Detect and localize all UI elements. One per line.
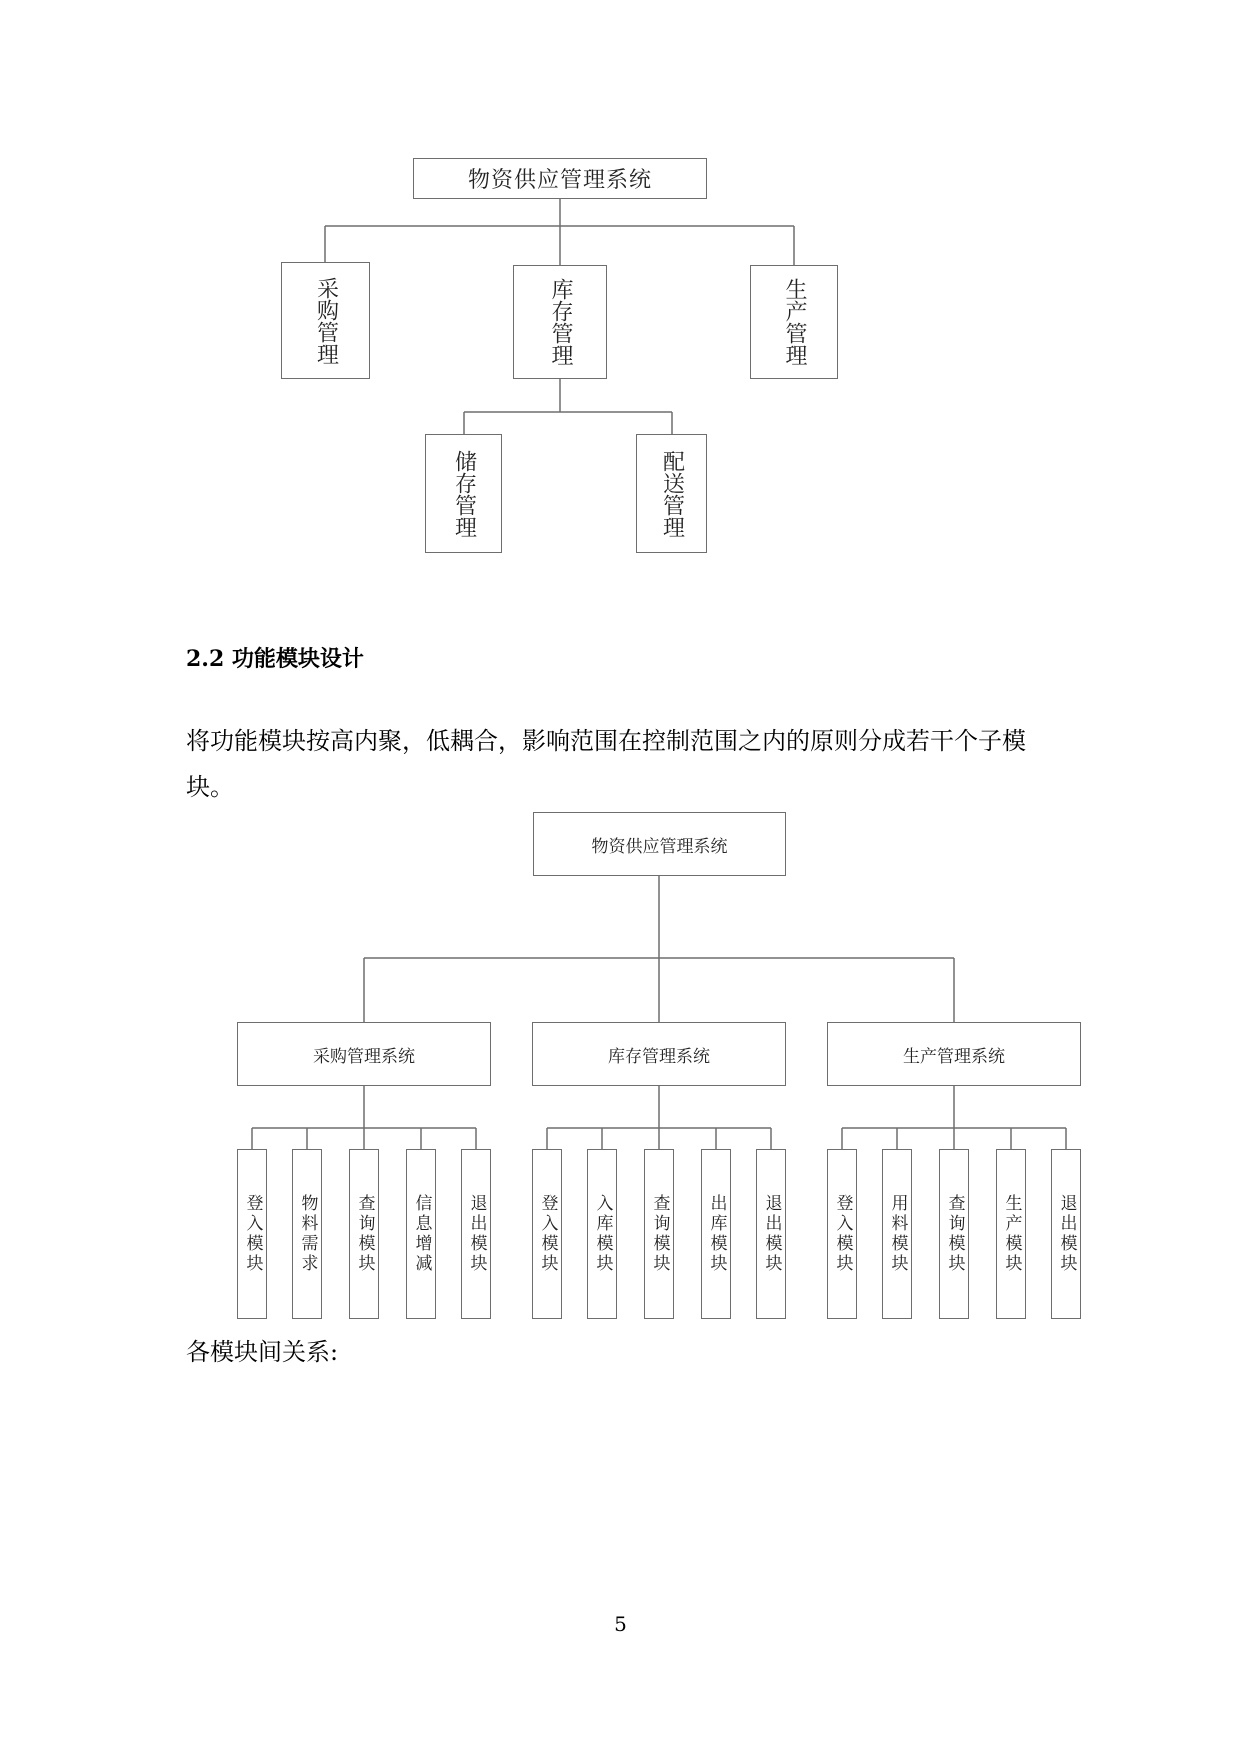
diagram2-module-label: 退出模块 (466, 1194, 487, 1274)
diagram2-group-label: 库存管理系统 (608, 1046, 710, 1067)
diagram2-module (756, 1149, 786, 1319)
diagram2-module (996, 1149, 1026, 1319)
diagram1-node-inventory (513, 265, 607, 379)
diagram2-root-box (533, 812, 786, 876)
diagram2-group-inventory (532, 1022, 786, 1086)
diagram2-module (461, 1149, 491, 1319)
section-heading: 2.2 功能模块设计 (186, 646, 364, 672)
diagram2-module (701, 1149, 731, 1319)
diagram2-module-label: 信息增减 (411, 1194, 432, 1274)
diagram1-root-box (413, 158, 707, 199)
diagram2-module (532, 1149, 562, 1319)
diagram1-node-delivery (636, 434, 707, 553)
diagram2-module-label: 物料需求 (297, 1194, 318, 1274)
diagram2-module-label: 生产模块 (1001, 1194, 1022, 1274)
diagram2-module-label: 登入模块 (537, 1194, 558, 1274)
diagram2-module-label: 出库模块 (706, 1194, 727, 1274)
diagram2-module (406, 1149, 436, 1319)
diagram2-module (827, 1149, 857, 1319)
diagram2-module (882, 1149, 912, 1319)
diagram2-module-label: 用料模块 (887, 1194, 908, 1274)
diagram2-module (587, 1149, 617, 1319)
body-paragraph: 将功能模块按高内聚，低耦合，影响范围在控制范围之内的原则分成若干个子模块。 (186, 727, 1026, 801)
diagram2-module-label: 退出模块 (761, 1194, 782, 1274)
diagram1-node-purchase (281, 262, 370, 379)
diagram2-module (644, 1149, 674, 1319)
diagram2-module (237, 1149, 267, 1319)
diagram2-root-label: 物资供应管理系统 (591, 836, 728, 857)
diagram1-node-production (750, 265, 838, 379)
diagram2-group-purchase (237, 1022, 491, 1086)
diagram2-module-label: 查询模块 (649, 1194, 670, 1274)
diagram1-node-label: 配送管理 (659, 449, 685, 538)
diagram1-root-label: 物资供应管理系统 (467, 168, 652, 193)
diagram2-module-label: 查询模块 (944, 1194, 965, 1274)
diagram2-group-label: 生产管理系统 (903, 1046, 1005, 1067)
diagram2-module (292, 1149, 322, 1319)
diagram2-module-label: 退出模块 (1056, 1194, 1077, 1274)
diagram2-module-label: 查询模块 (354, 1194, 375, 1274)
diagram2-module (939, 1149, 969, 1319)
page-number: 5 (614, 1612, 627, 1636)
diagram1-node-label: 库存管理 (548, 278, 573, 366)
relationship-caption: 各模块间关系: (186, 1338, 339, 1366)
diagram1-node-storage (425, 434, 502, 553)
diagram2-group-production (827, 1022, 1081, 1086)
diagram1-node-label: 生产管理 (782, 278, 807, 366)
diagram2-module (349, 1149, 379, 1319)
diagram1-node-label: 采购管理 (313, 276, 339, 365)
diagram2-module (1051, 1149, 1081, 1319)
diagram1-node-label: 储存管理 (451, 449, 477, 538)
diagram2-group-label: 采购管理系统 (313, 1046, 415, 1067)
diagram2-module-label: 登入模块 (242, 1194, 263, 1274)
diagram2-module-label: 登入模块 (832, 1194, 853, 1274)
diagram2-module-label: 入库模块 (592, 1194, 613, 1274)
